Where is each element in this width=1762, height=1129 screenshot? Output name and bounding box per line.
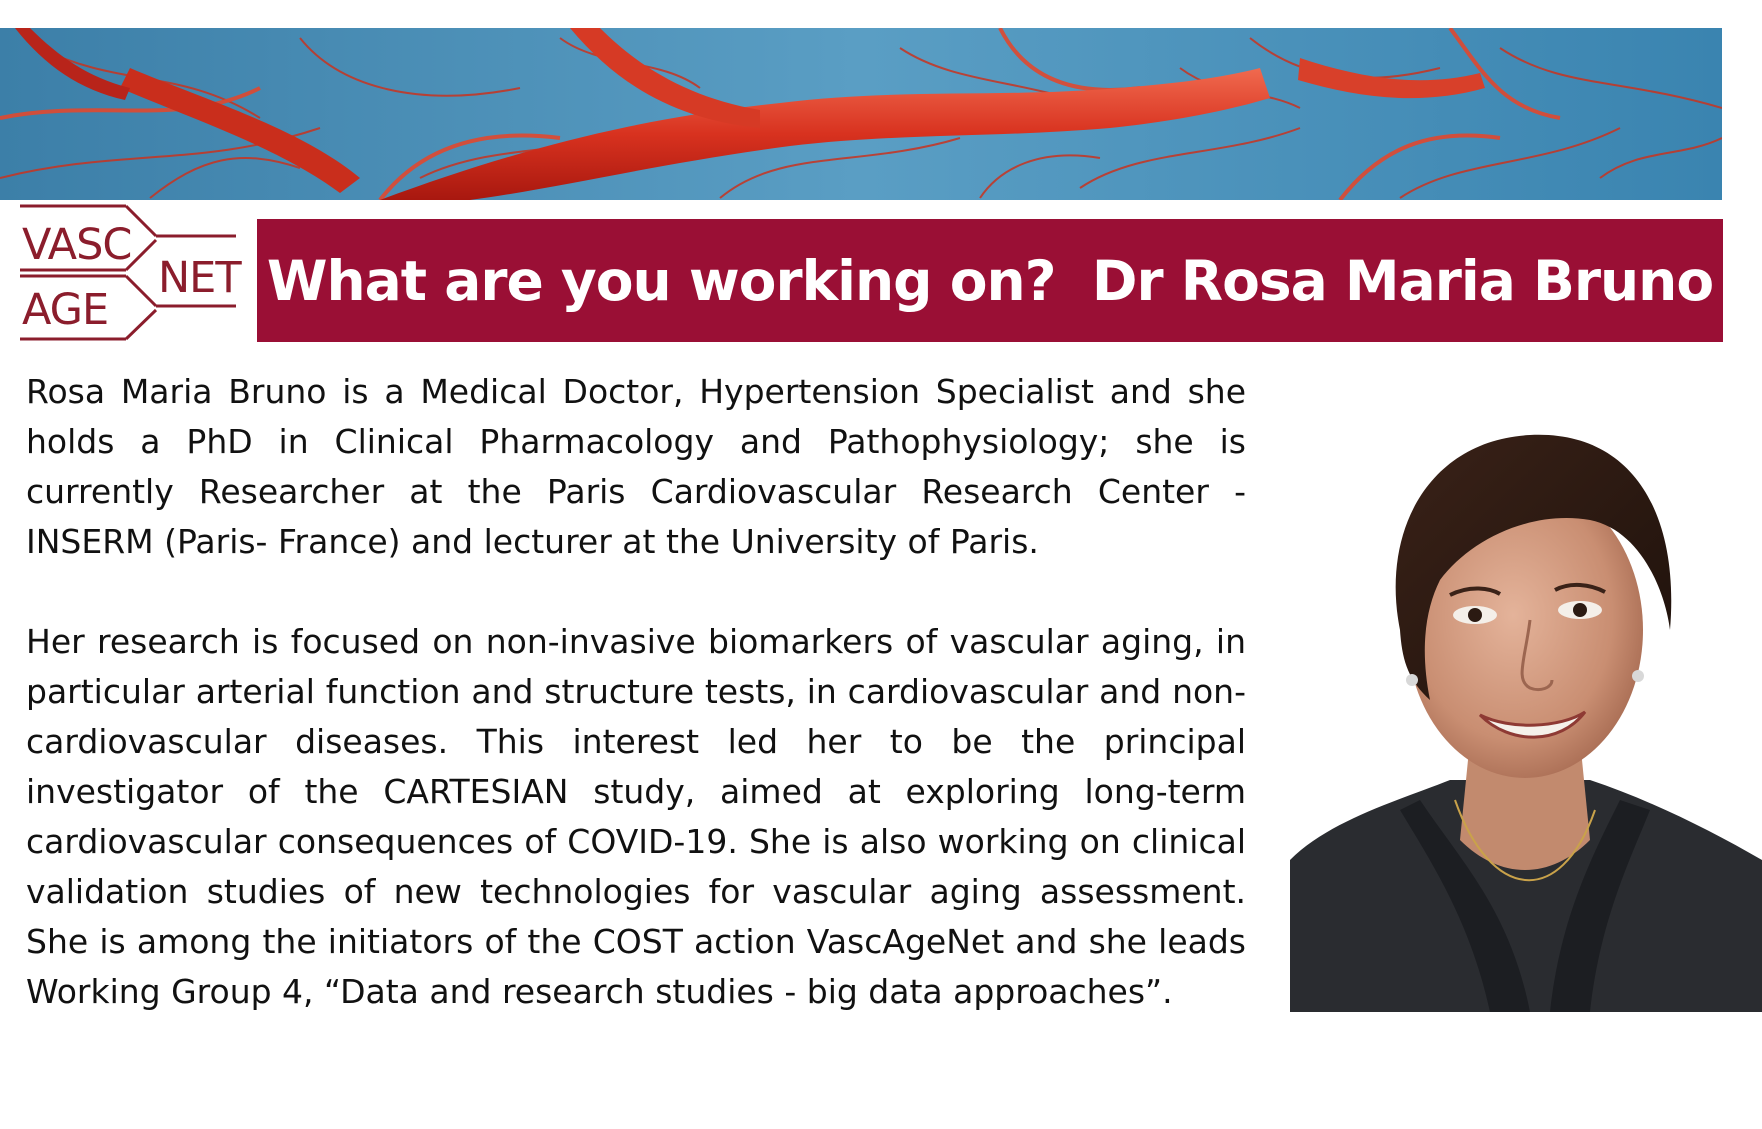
paragraph-spacer <box>26 567 1246 617</box>
logo-word-net: NET <box>158 253 241 303</box>
bio-paragraph-1: Rosa Maria Bruno is a Medical Doctor, Hypertension Specialist and she holds a PhD in Clinical Pharmacology and Pathophysiology; she is currently Researcher at the Paris Cardiovascular Research Center - INSERM (Paris- France) and lecturer at the University of Paris. <box>26 372 1246 561</box>
bio-paragraph-2: Her research is focused on non-invasive biomarkers of vascular aging, in particular arterial function and structure tests, in cardiovascular and non-cardiovascular diseases. This interest led her to be the principal investigator of the CARTESIAN study, aimed at exploring long-term cardiovascular consequences of COVID-19. She is also working on clinical validation studies of new technologies for vascular aging assessment. She is among the initiators of the COST action VascAgeNet and she leads Working Group 4, “Data and research studies - big data approaches”. <box>26 622 1246 1011</box>
logo-word-vasc: VASC <box>22 220 132 270</box>
biography-text <box>26 367 1246 1017</box>
portrait-illustration <box>1290 380 1762 1012</box>
page-title: What are you working on? Dr Rosa Maria Bruno <box>266 248 1714 313</box>
portrait-photo <box>1290 380 1762 1012</box>
banner-image <box>0 28 1722 200</box>
logo-word-age: AGE <box>22 285 109 335</box>
blood-vessels-illustration <box>0 28 1722 200</box>
title-bar <box>257 219 1723 342</box>
vascagenet-logo <box>18 204 241 344</box>
